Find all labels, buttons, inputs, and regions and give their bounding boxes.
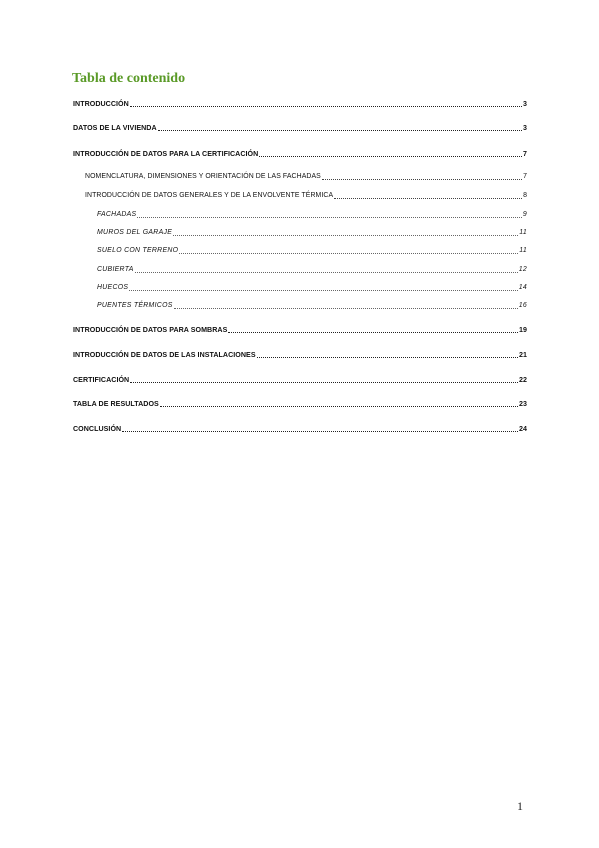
toc-entry-envolvente-termica[interactable] [85, 190, 527, 202]
toc-entry-text: SUELO CON TERRENO [97, 247, 179, 254]
toc-dot-leader [160, 406, 518, 407]
toc-entry-page: 21 [519, 351, 527, 359]
toc-entry-datos-certificacion[interactable] [73, 148, 527, 160]
toc-entry-page: 7 [523, 173, 527, 180]
toc-dot-leader [174, 308, 518, 309]
toc-entry-cubierta[interactable] [97, 264, 527, 276]
toc-entry-text: DATOS DE LA VIVIENDA [73, 124, 157, 132]
toc-entry-page: 11 [519, 247, 527, 254]
toc-entry-text: INTRODUCCIÓN DE DATOS PARA LA CERTIFICACIÓN [73, 150, 259, 158]
toc-dot-leader [173, 235, 518, 236]
toc-entry-certificacion[interactable] [73, 374, 527, 386]
toc-entry-text: HUECOS [97, 284, 129, 291]
toc-entry-page: 12 [518, 266, 527, 273]
toc-entry-text: CERTIFICACIÓN [73, 376, 130, 384]
toc-entry-text: INTRODUCCIÓN [73, 100, 129, 108]
toc-entry-page: 9 [522, 211, 527, 218]
toc-entry-page: 23 [519, 400, 527, 408]
toc-entry-text: INTRODUCCIÓN DE DATOS GENERALES Y DE LA ENVOLVENTE TÉRMICA [85, 192, 334, 199]
toc-entry-text: CONCLUSIÓN [73, 425, 122, 433]
toc-entry-tabla-resultados[interactable] [73, 398, 527, 410]
toc-dot-leader [129, 290, 517, 291]
toc-dot-leader [228, 332, 518, 333]
toc-entry-huecos[interactable] [97, 282, 527, 294]
toc-entry-muros-garaje[interactable] [97, 227, 527, 239]
toc-entry-suelo-terreno[interactable] [97, 245, 527, 257]
toc-entry-datos-vivienda[interactable] [73, 122, 527, 134]
page-number: 1 [517, 799, 523, 813]
toc-entry-puentes-termicos[interactable] [97, 300, 527, 312]
toc-entry-conclusion[interactable] [73, 423, 527, 435]
toc-entry-page: 3 [523, 100, 527, 108]
toc-entry-nomenclatura[interactable] [85, 171, 527, 183]
toc-dot-leader [257, 357, 518, 358]
toc-entry-text: INTRODUCCIÓN DE DATOS PARA SOMBRAS [73, 326, 228, 334]
toc-entry-page: 11 [519, 229, 527, 236]
toc-entry-page: 3 [523, 124, 527, 132]
toc-dot-leader [334, 198, 522, 199]
toc-dot-leader [158, 130, 522, 131]
toc-dot-leader [122, 431, 518, 432]
toc-dot-leader [135, 272, 518, 273]
toc-entry-text: INTRODUCCIÓN DE DATOS DE LAS INSTALACIONES [73, 351, 256, 359]
toc-entry-page: 8 [523, 192, 527, 199]
toc-entry-text: CUBIERTA [97, 266, 134, 273]
toc-dot-leader [130, 382, 518, 383]
toc-entry-page: 24 [519, 425, 527, 433]
toc-entry-page: 19 [519, 326, 527, 334]
toc-dot-leader [179, 253, 518, 254]
toc-entry-page: 7 [523, 150, 527, 158]
toc-entry-instalaciones[interactable] [73, 349, 527, 361]
toc-entry-introduccion[interactable] [73, 98, 527, 110]
toc-entry-text: PUENTES TÉRMICOS [97, 302, 173, 309]
toc-dot-leader [322, 179, 522, 180]
toc-entry-sombras[interactable] [73, 324, 527, 336]
toc-entry-text: NOMENCLATURA, DIMENSIONES Y ORIENTACIÓN DE LAS FACHADAS [85, 173, 321, 180]
toc-entry-text: FACHADAS [97, 211, 137, 218]
toc-entry-fachadas[interactable] [97, 209, 527, 221]
toc-entry-page: 22 [519, 376, 527, 384]
toc-dot-leader [137, 217, 521, 218]
toc-entry-text: TABLA DE RESULTADOS [73, 400, 159, 408]
toc-title: Tabla de contenido [72, 71, 186, 86]
toc-entry-page: 16 [518, 302, 527, 309]
toc-dot-leader [130, 106, 522, 107]
toc-entry-page: 14 [518, 284, 527, 291]
toc-entry-text: MUROS DEL GARAJE [97, 229, 173, 236]
toc-dot-leader [259, 156, 522, 157]
